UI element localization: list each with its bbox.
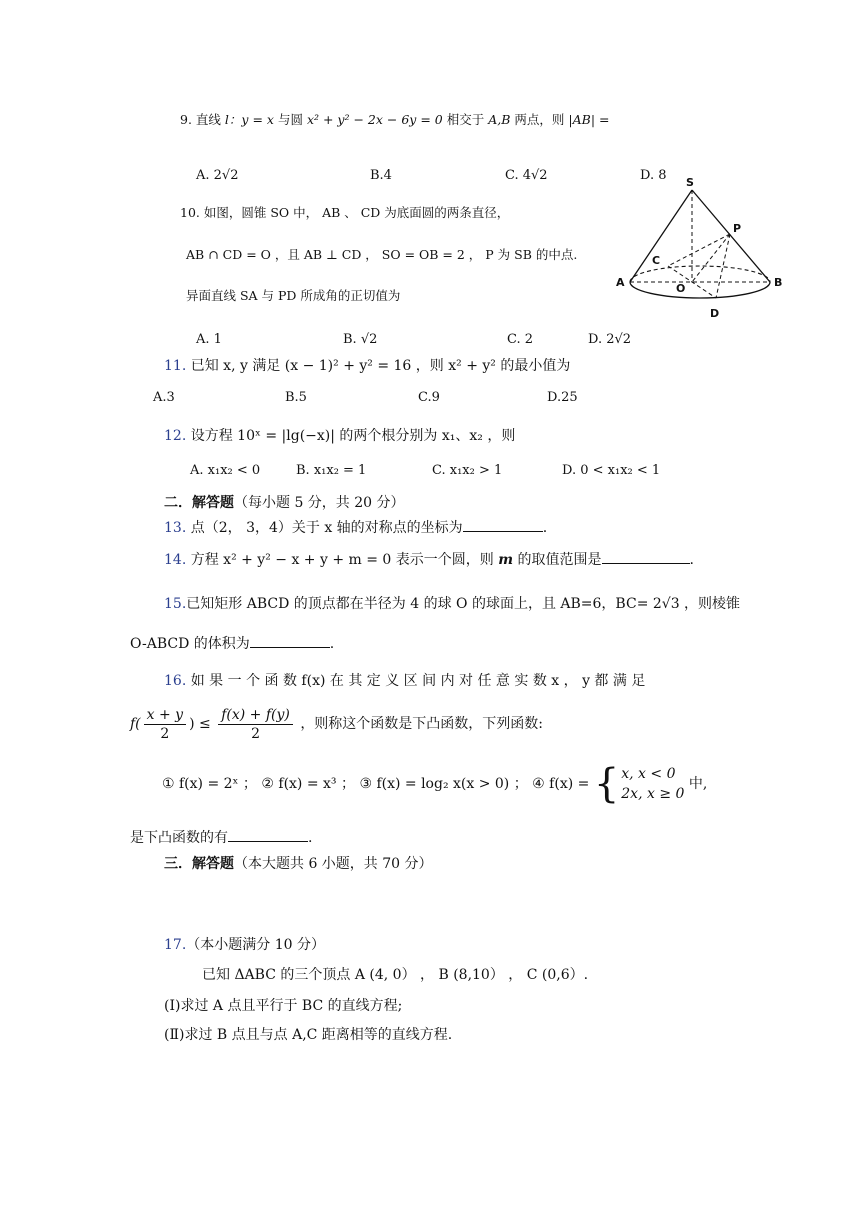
q13-number: 13. <box>164 520 187 536</box>
q11-number: 11. <box>164 358 187 374</box>
q16-answer-blank <box>228 827 308 842</box>
q14-number: 14. <box>164 552 187 568</box>
q10-option-b: B. √2 <box>343 332 378 347</box>
segment-pc <box>668 234 730 266</box>
q11-option-c: C.9 <box>418 390 440 405</box>
q15-answer-blank <box>250 633 330 648</box>
label-a: A <box>616 276 625 289</box>
q16-number: 16. <box>164 673 187 689</box>
cone-figure <box>610 172 790 322</box>
q9-number: 9. <box>180 112 192 127</box>
q14-answer-blank <box>602 549 690 564</box>
q16-line-1: 16. 如 果 一 个 函 数 f(x) 在 其 定 义 区 间 内 对 任 意 实 数 x ， y 都 满 足 <box>164 673 646 689</box>
q15-line-2: O-ABCD 的体积为 . <box>130 633 334 654</box>
q10-line-2: AB ∩ CD = O ，且 AB ⊥ CD ， SO = OB = 2 ， P 为 SB 的中点. <box>186 247 578 262</box>
q16-function-list: ① f(x) = 2ˣ ； ② f(x) = x³ ； ③ f(x) = log₂ x(x > 0) ； ④ f(x) = { x, x < 0 2x, x ≥ 0 中, <box>162 761 708 807</box>
label-p: P <box>733 222 742 235</box>
q17-header: 17.（本小题满分 10 分） <box>164 937 325 953</box>
q9-stem: 9. 直线 l：y = x 与圆 x² + y² − 2x − 6y = 0 相交于 A,B 两点，则 |AB| = <box>180 112 610 127</box>
q10-line-1: 10. 如图，圆锥 SO 中， AB 、 CD 为底面圆的两条直径， <box>180 205 510 220</box>
q12-stem: 12. 设方程 10ˣ = |lg(−x)| 的两个根分别为 x₁、x₂ ，则 <box>164 428 516 444</box>
q12-option-a: A. x₁x₂ < 0 <box>190 463 261 478</box>
q11-option-a: A.3 <box>153 390 175 405</box>
q9-option-d: D. 8 <box>640 168 667 183</box>
q14-stem: 14. 方程 x² + y² − x + y + m = 0 表示一个圆，则 m 的取值范围是 . <box>164 549 694 570</box>
q17-part-2: (Ⅱ)求过 B 点且与点 A,C 距离相等的直线方程. <box>164 1027 453 1043</box>
q17-given: 已知 ΔABC 的三个顶点 A (4, 0） ， B (8,10） ， C (0,6）. <box>202 967 589 983</box>
q17-part-1: (Ⅰ)求过 A 点且平行于 BC 的直线方程; <box>164 998 403 1014</box>
q10-option-c: C. 2 <box>507 332 534 347</box>
q10-line-3: 异面直线 SA 与 PD 所成角的正切值为 <box>186 288 401 303</box>
q12-option-c: C. x₁x₂ > 1 <box>432 463 503 478</box>
q11-option-d: D.25 <box>547 390 578 405</box>
q13-answer-blank <box>463 517 543 532</box>
label-c: C <box>652 254 661 267</box>
q11-stem: 11. 已知 x, y 满足 (x − 1)² + y² = 16 ，则 x² + y² 的最小值为 <box>164 358 571 374</box>
fraction-fx-plus-fy-over-2: $\frac{f(x) + f(y)}{2}$ <box>218 706 293 743</box>
q9-option-c: C. 4√2 <box>505 168 548 183</box>
q9-option-a: A. 2√2 <box>196 168 239 183</box>
q12-number: 12. <box>164 428 187 444</box>
q16-line-4: 是下凸函数的有 . <box>130 827 312 848</box>
q10-option-d: D. 2√2 <box>588 332 632 347</box>
cone-base-back <box>630 266 770 282</box>
section-2-heading: 二．解答题（每小题 5 分，共 20 分） <box>164 495 405 511</box>
fraction-x-plus-y-over-2: $\frac{x + y}{2}$ <box>144 706 186 743</box>
label-s: S <box>686 176 694 189</box>
q13-stem: 13. 点（2， 3，4）关于 x 轴的对称点的坐标为 . <box>164 517 547 538</box>
q12-option-b: B. x₁x₂ = 1 <box>296 463 367 478</box>
q17-number: 17. <box>164 937 187 953</box>
label-o: O <box>676 282 686 295</box>
q10-option-a: A. 1 <box>196 332 222 347</box>
q15-number: 15. <box>164 596 187 612</box>
cone-base-front <box>630 282 770 298</box>
label-b: B <box>774 276 783 289</box>
q16-inequality: f( $\frac{x + y}{2}$ ) ≤ $\frac{f(x) + f(y)}{2}$ ，则称这个函数是下凸函数，下列函数: <box>130 706 544 742</box>
section-3-heading: 三．解答题（本大题共 6 小题，共 70 分） <box>164 856 433 872</box>
piecewise-function: { x, x < 0 2x, x ≥ 0 <box>593 761 685 807</box>
q11-option-b: B.5 <box>285 390 307 405</box>
q9-option-b: B.4 <box>370 168 392 183</box>
q15-line-1: 15.已知矩形 ABCD 的顶点都在半径为 4 的球 O 的球面上，且 AB=6，BC= 2√3 ，则棱锥 <box>164 596 741 612</box>
label-d: D <box>710 307 720 320</box>
q12-option-d: D. 0 < x₁x₂ < 1 <box>562 463 661 478</box>
